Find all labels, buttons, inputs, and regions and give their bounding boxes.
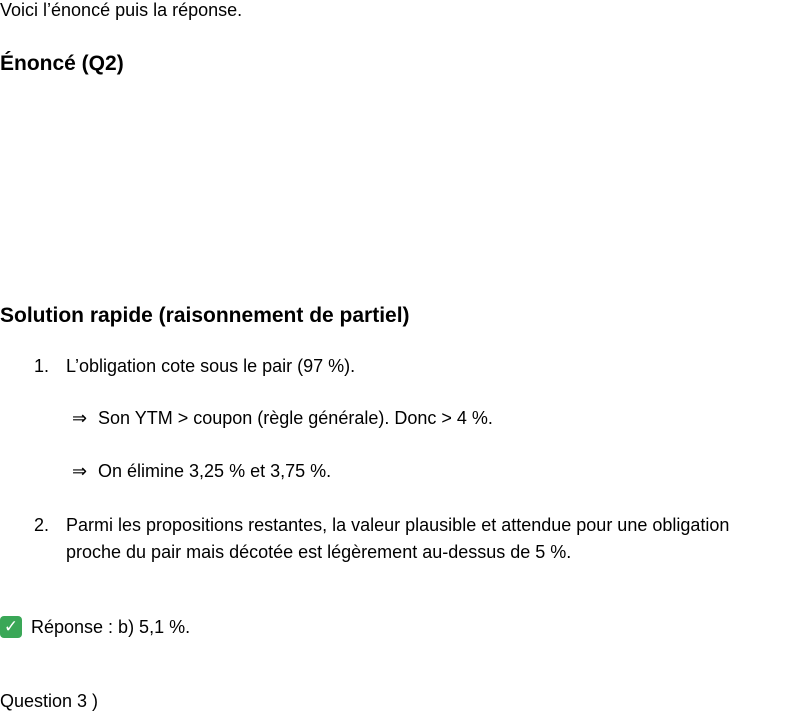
step-2-line-2: proche du pair mais décotée est légèrement au-dessus de 5 %. xyxy=(66,542,572,562)
implies-arrow-icon: ⇒ xyxy=(72,408,88,428)
step-1-sub-1 xyxy=(72,407,493,429)
step-2-number: 2. xyxy=(34,515,50,535)
implies-arrow-icon: ⇒ xyxy=(72,461,88,481)
step-1-text: L’obligation cote sous le pair (97 %). xyxy=(66,356,356,376)
enonce-heading: Énoncé (Q2) xyxy=(0,52,124,75)
step-1-sub-2-text: On élimine 3,25 % et 3,75 %. xyxy=(98,461,332,481)
intro-text: Voici l’énoncé puis la réponse. xyxy=(0,0,243,20)
step-1-sub-1-text: Son YTM > coupon (règle générale). Donc > 4 %. xyxy=(98,408,493,428)
answer-text: Réponse : b) 5,1 %. xyxy=(31,617,191,637)
next-question-label: Question 3 ) xyxy=(0,691,99,711)
step-1-number: 1. xyxy=(34,356,50,376)
check-mark-icon: ✓ xyxy=(0,616,22,638)
solution-heading: Solution rapide (raisonnement de partiel) xyxy=(0,304,410,327)
step-1-sub-2 xyxy=(72,460,331,482)
step-2-line-1: Parmi les propositions restantes, la valeur plausible et attendue pour une obligation xyxy=(66,515,730,535)
answer-line xyxy=(0,615,190,639)
